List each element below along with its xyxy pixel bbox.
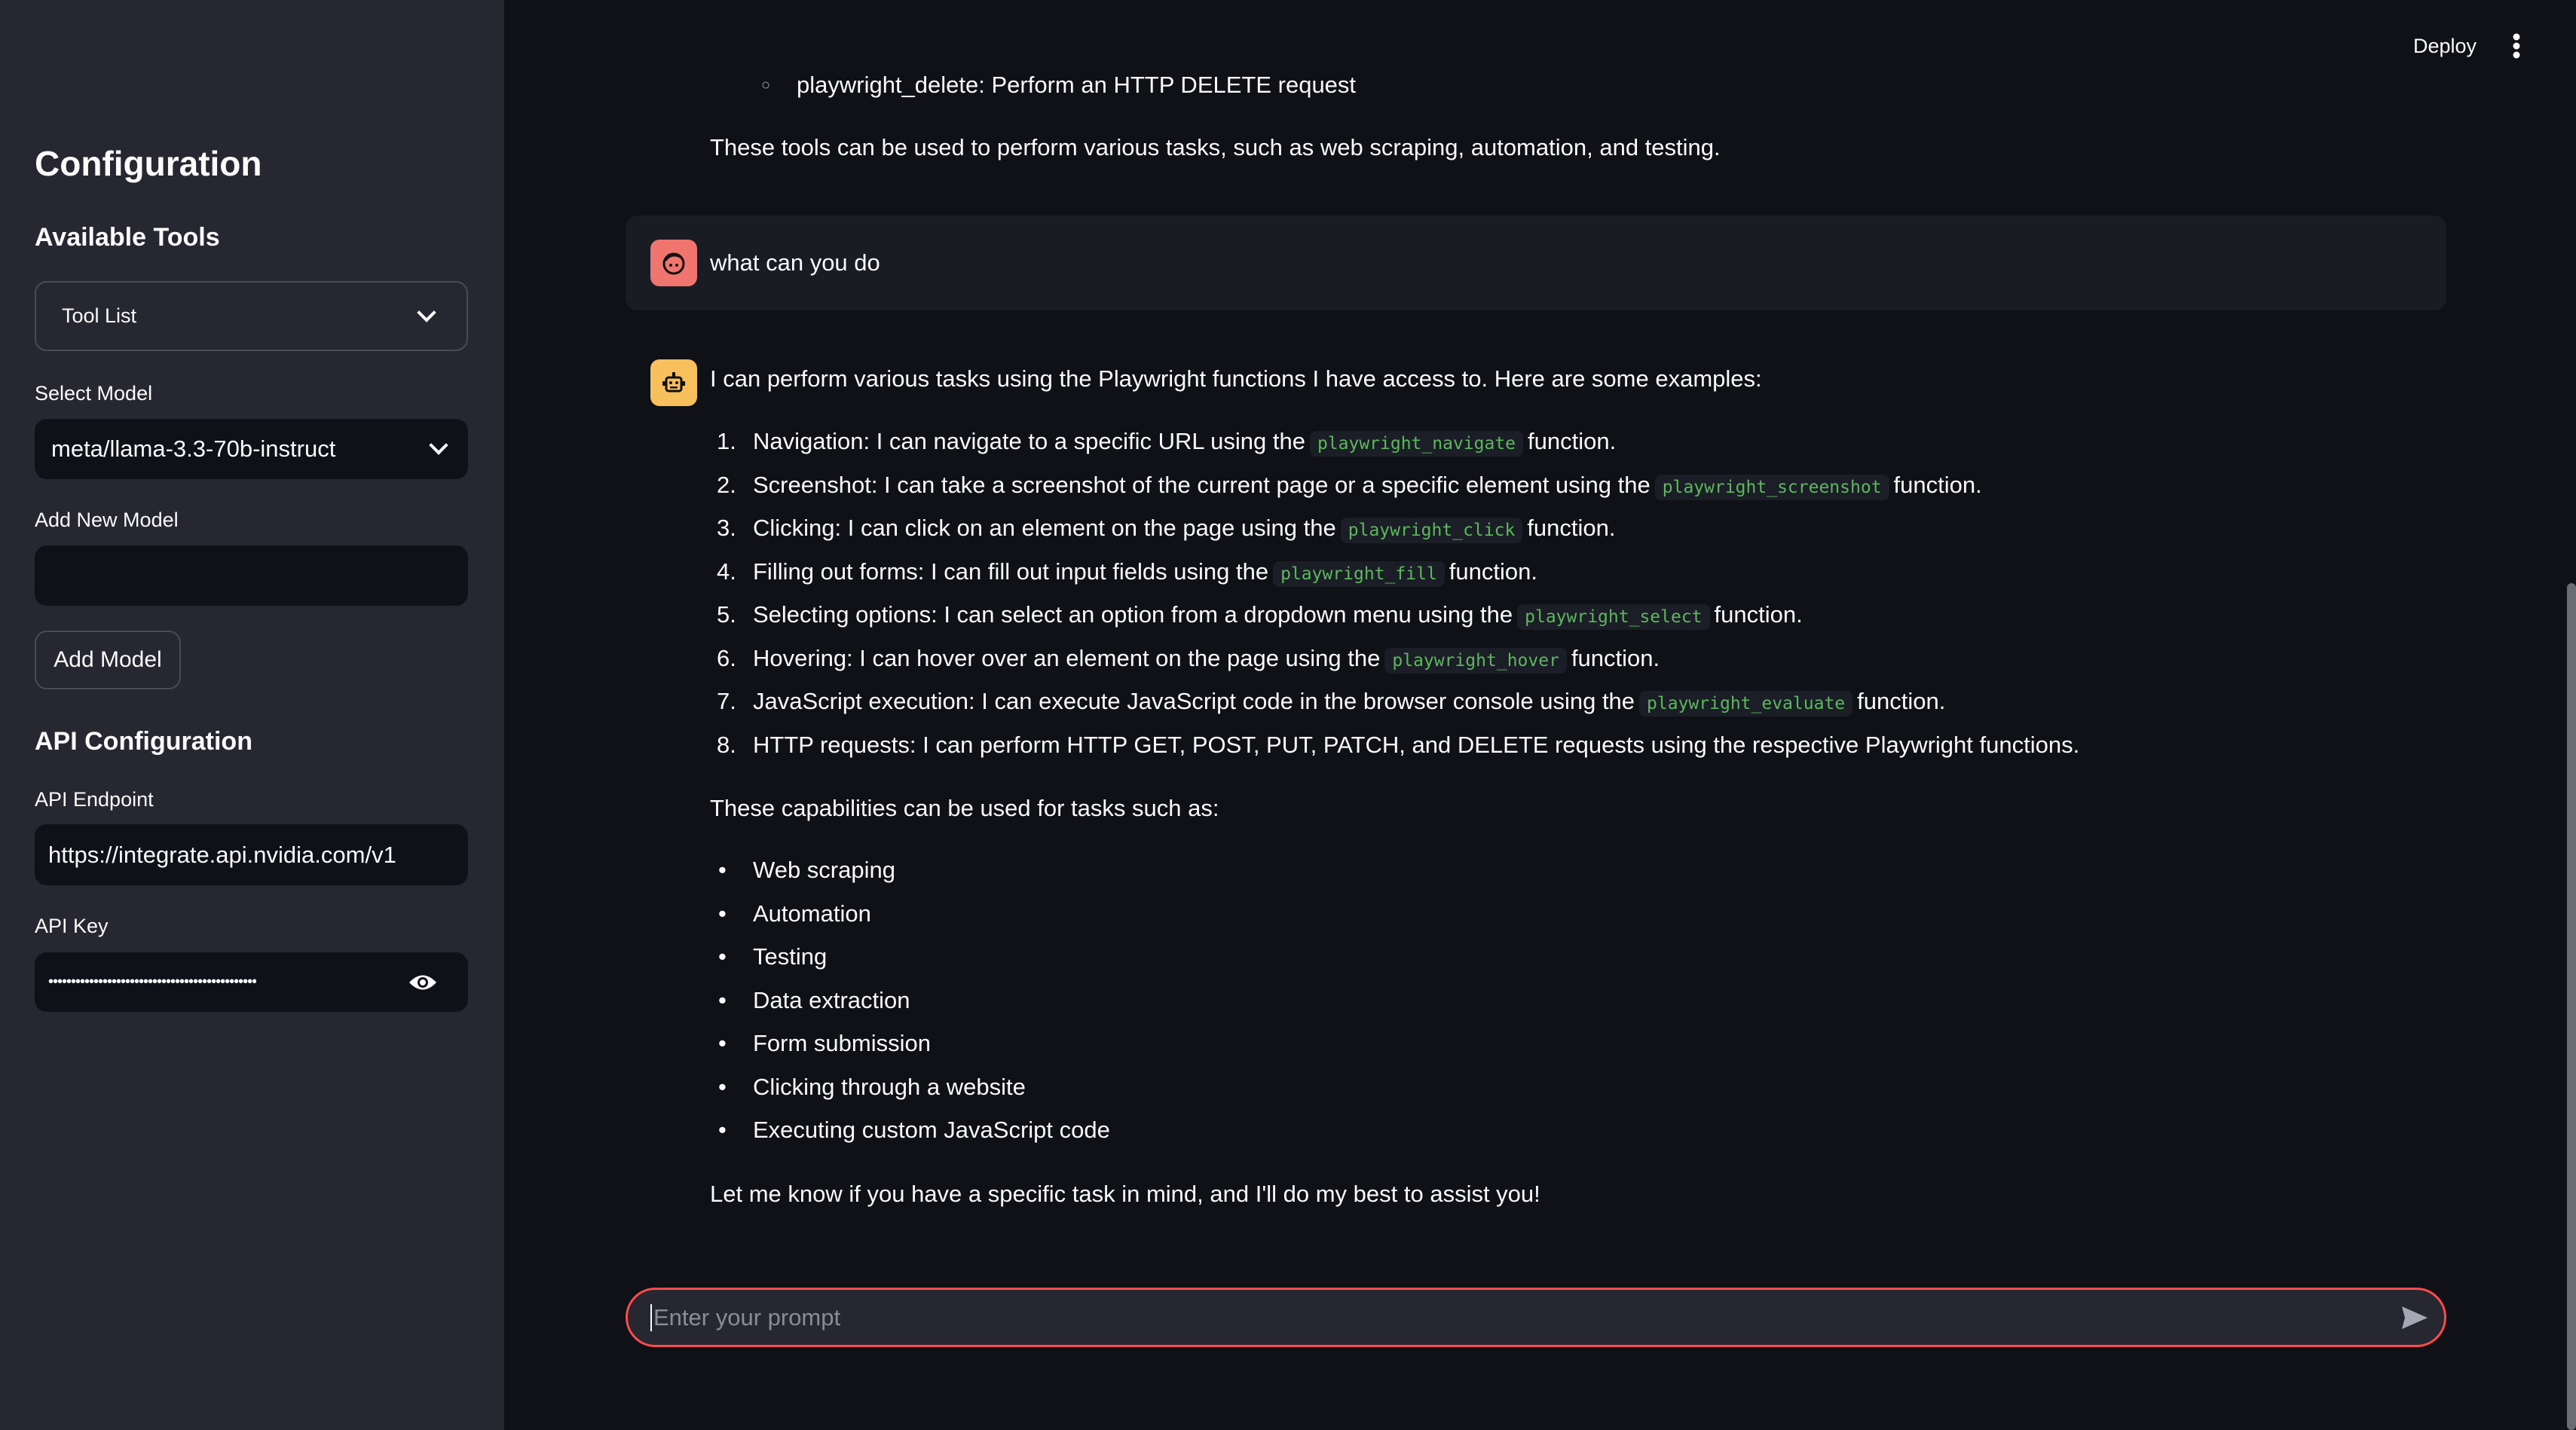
list-item-text: Filling out forms: I can fill out input fields using the [753, 558, 1269, 585]
tool-list-label: Tool List [62, 304, 137, 327]
list-item-number: 8. [717, 731, 736, 758]
list-item-number: 6. [717, 644, 736, 671]
prompt-placeholder: Enter your prompt [653, 1303, 841, 1331]
capability-item: Automation [753, 900, 871, 927]
circle-bullet-icon: ○ [761, 77, 771, 93]
model-select[interactable] [35, 419, 468, 479]
previous-bullet-text: playwright_delete: Perform an HTTP DELETE request [797, 72, 1357, 98]
list-item-suffix: function. [1528, 428, 1617, 454]
list-item-suffix: function. [1449, 558, 1537, 585]
eye-icon[interactable] [408, 973, 438, 992]
function-code: playwright_hover [1384, 648, 1567, 674]
function-code: playwright_screenshot [1655, 475, 1889, 500]
list-item [753, 470, 1982, 503]
bullet-icon: • [718, 1030, 727, 1056]
bullet-icon: • [718, 1117, 727, 1143]
add-model-label: Add New Model [35, 509, 179, 531]
list-item-suffix: function. [1893, 471, 1982, 498]
text-cursor [650, 1304, 652, 1331]
capability-item: Form submission [753, 1030, 931, 1056]
tool-list-expander[interactable] [35, 281, 468, 351]
list-item-text: Screenshot: I can take a screenshot of the current page or a specific element using the [753, 471, 1651, 498]
list-item-number: 3. [717, 515, 736, 541]
user-avatar-icon [650, 240, 697, 286]
list-item-suffix: function. [1857, 688, 1946, 714]
previous-summary: These tools can be used to perform various tasks, such as web scraping, automation, and testing. [710, 134, 1721, 160]
list-item-text: Clicking: I can click on an element on the page using the [753, 515, 1336, 541]
available-tools-heading: Available Tools [35, 223, 220, 252]
capability-item: Web scraping [753, 857, 895, 883]
list-item-text: Selecting options: I can select an option from a dropdown menu using the [753, 601, 1513, 628]
user-message-text: what can you do [710, 249, 880, 276]
list-item-suffix: function. [1527, 515, 1616, 541]
list-item-number: 7. [717, 688, 736, 714]
prompt-input[interactable] [626, 1288, 2446, 1347]
bullet-icon: • [718, 943, 727, 970]
list-item [753, 513, 1616, 545]
capability-item: Testing [753, 943, 828, 970]
list-item [753, 600, 1803, 632]
function-code: playwright_navigate [1310, 431, 1523, 457]
capabilities-intro: These capabilities can be used for tasks such as: [710, 795, 1219, 821]
list-item-number: 5. [717, 601, 736, 628]
bullet-icon: • [718, 986, 727, 1013]
function-code: playwright_select [1517, 604, 1709, 630]
list-item-text: Navigation: I can navigate to a specific URL using the [753, 428, 1305, 454]
list-item-suffix: function. [1714, 601, 1803, 628]
capability-item: Executing custom JavaScript code [753, 1117, 1110, 1143]
chevron-down-icon [429, 435, 448, 454]
function-code: playwright_fill [1273, 561, 1445, 587]
list-item [753, 643, 1660, 676]
more-menu-icon[interactable] [2512, 33, 2521, 59]
scrollbar-thumb[interactable] [2567, 583, 2576, 1430]
capability-item: Data extraction [753, 986, 910, 1013]
list-item [753, 686, 1945, 719]
select-model-label: Select Model [35, 382, 153, 405]
bullet-icon: • [718, 857, 727, 883]
closing-text: Let me know if you have a specific task in mind, and I'll do my best to assist you! [710, 1181, 1540, 1207]
list-item [753, 557, 1537, 589]
api-key-label: API Key [35, 915, 109, 937]
api-config-heading: API Configuration [35, 727, 252, 756]
chevron-down-icon [417, 303, 436, 322]
list-item-text: JavaScript execution: I can execute JavaScript code in the browser console using the [753, 688, 1635, 714]
bullet-icon: • [718, 1073, 727, 1100]
assistant-intro: I can perform various tasks using the Playwright functions I have access to. Here are some examples: [710, 365, 1762, 392]
list-item-text: HTTP requests: I can perform HTTP GET, POST, PUT, PATCH, and DELETE requests using the respective Playwright functions. [753, 731, 2080, 758]
add-model-input[interactable] [35, 545, 468, 606]
api-endpoint-label: API Endpoint [35, 788, 154, 811]
add-model-button[interactable]: Add Model [35, 631, 181, 689]
sidebar-title: Configuration [35, 144, 262, 183]
list-item-number: 4. [717, 558, 736, 585]
capability-item: Clicking through a website [753, 1073, 1026, 1100]
list-item-number: 2. [717, 471, 736, 498]
list-item [753, 426, 1616, 459]
function-code: playwright_click [1341, 518, 1523, 543]
send-icon[interactable] [2400, 1305, 2429, 1331]
api-key-input[interactable] [35, 952, 468, 1012]
bullet-icon: • [718, 900, 727, 927]
selected-model: meta/llama-3.3-70b-instruct [51, 435, 336, 462]
assistant-avatar-icon [650, 359, 697, 406]
list-item [753, 730, 2079, 760]
list-item-suffix: function. [1571, 644, 1660, 671]
function-code: playwright_evaluate [1639, 691, 1852, 717]
list-item-text: Hovering: I can hover over an element on the page using the [753, 644, 1381, 671]
list-item-number: 1. [717, 428, 736, 454]
user-message [626, 215, 2446, 310]
main-area [504, 0, 2576, 1430]
api-endpoint-input[interactable]: https://integrate.api.nvidia.com/v1 [35, 824, 468, 885]
sidebar [0, 0, 504, 1430]
deploy-button[interactable]: Deploy [2413, 35, 2477, 57]
api-key-value: •••••••••••••••••••••••••••••••••••••••••••••• [48, 973, 257, 990]
